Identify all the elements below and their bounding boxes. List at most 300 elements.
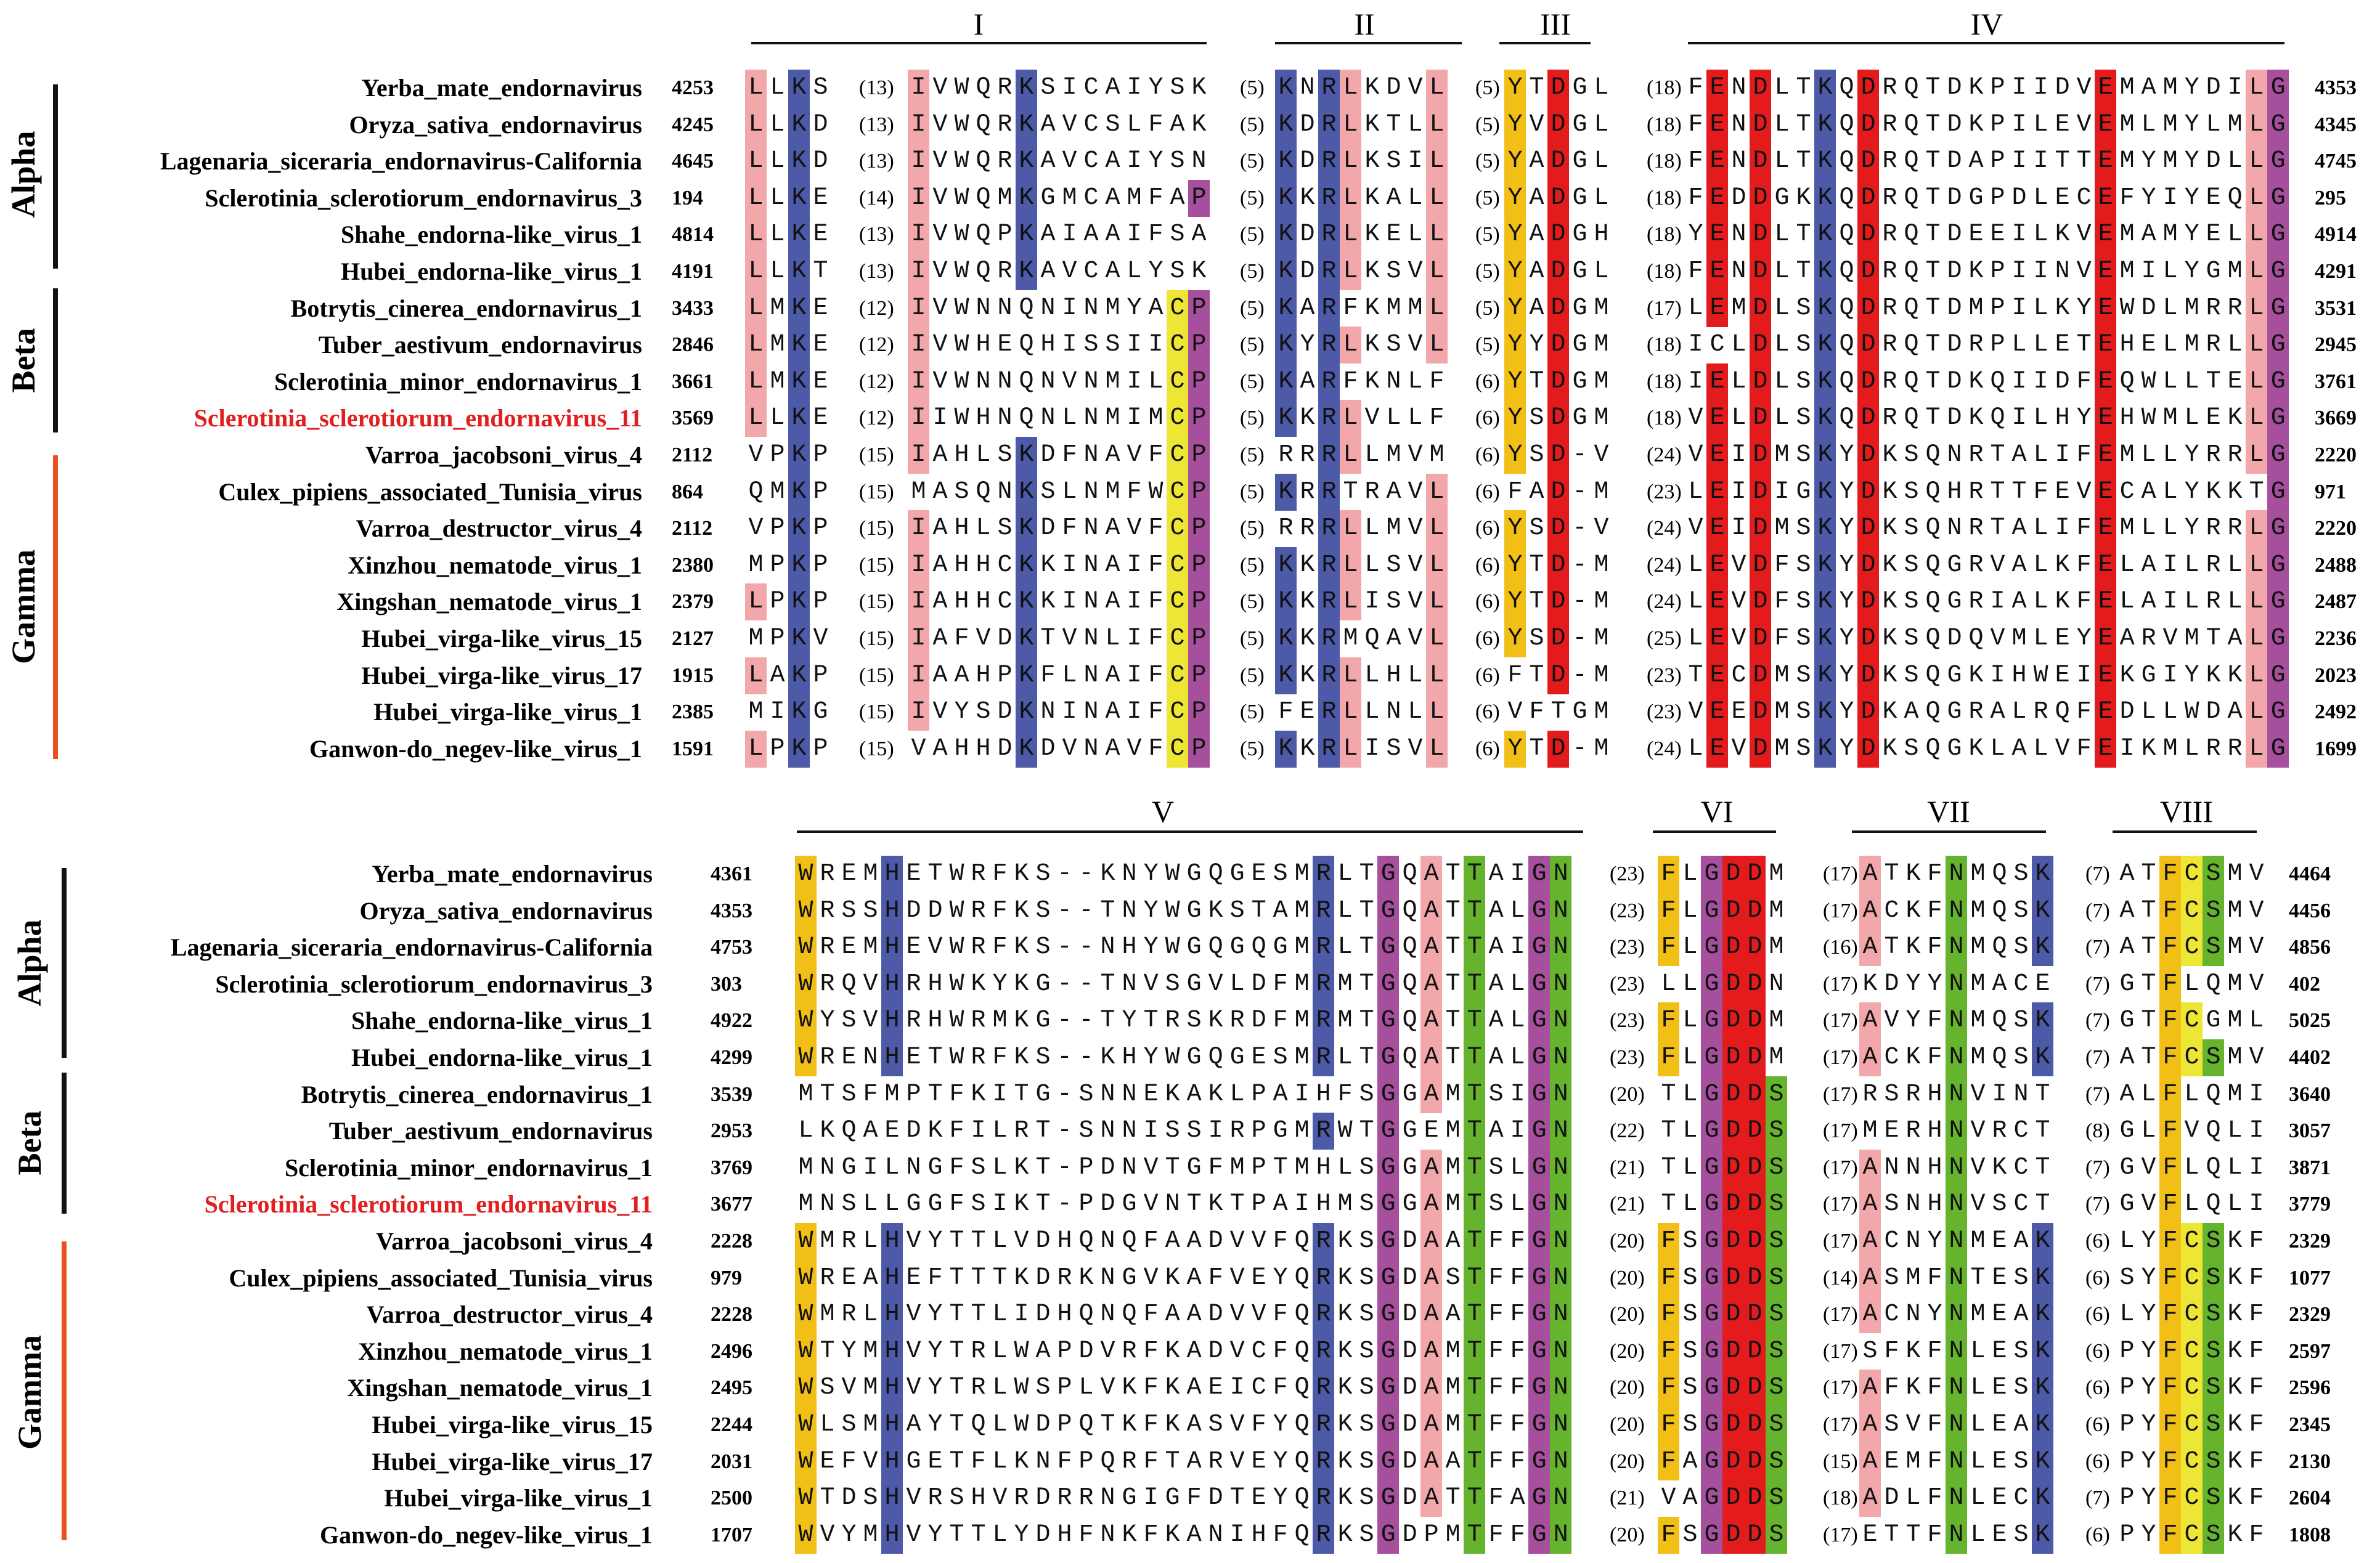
motif-sequence: YENDLTKQDRQTDEEILKVEMAMYELLG bbox=[1688, 221, 2292, 249]
start-position: 303 bbox=[711, 972, 742, 996]
gap-length: (21) bbox=[1610, 1193, 1645, 1216]
motif-sequence: YSD-V bbox=[1507, 514, 1616, 543]
gap-length: (13) bbox=[859, 260, 894, 283]
end-position: 3871 bbox=[2289, 1156, 2331, 1179]
gap-length: (7) bbox=[2085, 1082, 2110, 1106]
motif-sequence: ATKFNMQSK bbox=[1862, 933, 2057, 962]
motif-sequence: LPKP bbox=[748, 588, 835, 616]
motif-sequence: LLKS bbox=[748, 74, 835, 102]
motif-sequence: TLGDDS bbox=[1661, 1117, 1791, 1145]
gap-length: (18) bbox=[1647, 223, 1682, 246]
motif-sequence: ATFCSMV bbox=[2119, 933, 2271, 962]
motif-sequence: AEMFNLESK bbox=[1862, 1447, 2057, 1476]
gap-length: (6) bbox=[1475, 590, 1500, 614]
motif-sequence: TLGDDS bbox=[1661, 1080, 1791, 1108]
alignment-row bbox=[0, 893, 2380, 930]
motif-sequence: WRQVHRHWKYKG--TNVSGVLDFMRMTGQATTALGN bbox=[798, 970, 1575, 998]
gap-length: (5) bbox=[1475, 113, 1500, 136]
motif-sequence: KKRLLSVL bbox=[1278, 551, 1451, 579]
gap-length: (13) bbox=[859, 113, 894, 136]
end-position: 2597 bbox=[2289, 1339, 2331, 1363]
motif-sequence: IVYSDKNINAIFCP bbox=[911, 698, 1213, 726]
sequence-name: Sclerotinia_sclerotiorum_endornavirus_11 bbox=[204, 1190, 653, 1219]
end-position: 4914 bbox=[2315, 223, 2357, 246]
group-label-gamma: Gamma bbox=[5, 550, 42, 664]
motif-sequence: LLKT bbox=[748, 258, 835, 285]
motif-sequence: YADGL bbox=[1507, 147, 1616, 176]
gap-length: (15) bbox=[1823, 1450, 1858, 1473]
start-position: 2127 bbox=[672, 627, 714, 650]
motif-sequence: ALFLQMI bbox=[2119, 1080, 2271, 1108]
gap-length: (20) bbox=[1610, 1339, 1645, 1363]
gap-length: (18) bbox=[1647, 370, 1682, 393]
gap-length: (6) bbox=[1475, 517, 1500, 540]
motif-sequence: LYFCSKF bbox=[2119, 1301, 2271, 1329]
motif-sequence: RRRLLMVM bbox=[1278, 441, 1451, 469]
motif-sequence: GLFVQLI bbox=[2119, 1117, 2271, 1145]
gap-length: (23) bbox=[1610, 899, 1645, 922]
start-position: 2228 bbox=[711, 1230, 752, 1252]
motif-sequence: PYFCSKF bbox=[2119, 1447, 2271, 1476]
gap-length: (5) bbox=[1240, 296, 1265, 320]
alignment-row bbox=[0, 216, 2380, 253]
motif-sequence: WSVMHVYTRLWSPLVKFKAEICFQRKSGDAMTFFGN bbox=[798, 1374, 1575, 1402]
motif-sequence: IVWQRKAVCAIYSN bbox=[911, 147, 1213, 176]
gap-length: (5) bbox=[1240, 260, 1265, 283]
motif-sequence: RRRLLMVL bbox=[1278, 514, 1451, 543]
sequence-name: Shahe_endorna-like_virus_1 bbox=[341, 221, 642, 249]
end-position: 4856 bbox=[2289, 936, 2331, 959]
sequence-name: Culex_pipiens_associated_Tunisia_virus bbox=[218, 477, 642, 506]
gap-length: (5) bbox=[1240, 700, 1265, 724]
gap-length: (5) bbox=[1240, 150, 1265, 173]
end-position: 2945 bbox=[2315, 333, 2357, 357]
motif-sequence: VEIDMSKYDKSQNRTALIFEMLLYRRLG bbox=[1688, 441, 2292, 469]
motif-sequence: LMKE bbox=[748, 294, 835, 322]
end-position: 2596 bbox=[2289, 1376, 2331, 1400]
gap-length: (6) bbox=[2085, 1413, 2110, 1436]
gap-length: (17) bbox=[1823, 1230, 1858, 1252]
gap-length: (7) bbox=[2085, 1046, 2110, 1069]
motif-sequence: LMKE bbox=[748, 331, 835, 359]
sequence-name: Ganwon-do_negev-like_virus_1 bbox=[309, 734, 642, 763]
gap-length: (17) bbox=[1823, 1303, 1858, 1326]
motif-sequence: MPKV bbox=[748, 625, 835, 652]
sequence-name: Xinzhou_nematode_virus_1 bbox=[358, 1337, 653, 1365]
gap-length: (20) bbox=[1610, 1450, 1645, 1473]
gap-length: (18) bbox=[1647, 407, 1682, 430]
gap-length: (5) bbox=[1240, 333, 1265, 357]
motif-sequence: WEFVHGETFLKNFPQRFTARVEYQRKSGDAATFFGN bbox=[798, 1447, 1575, 1476]
motif-sequence: WRSSHDDWRFKS--TNYWGKSTAMRLTGQATTALGN bbox=[798, 896, 1575, 925]
motif-sequence: FTD-M bbox=[1507, 661, 1616, 689]
gap-length: (17) bbox=[1823, 1156, 1858, 1179]
motif-sequence: LLKD bbox=[748, 147, 835, 176]
gap-length: (5) bbox=[1240, 480, 1265, 503]
motif-sequence: LKQAEDKFILRT-SNNISSIRPGMRWTGGEMTAIGN bbox=[798, 1117, 1575, 1145]
motif-label-VI: VI bbox=[1700, 794, 1734, 829]
group-label-gamma: Gamma bbox=[11, 1335, 48, 1450]
motif-sequence: AFKFNLESK bbox=[1862, 1374, 2057, 1402]
motif-sequence: IIWHNQNLNMIMCP bbox=[911, 404, 1213, 432]
motif-sequence: YSD-V bbox=[1507, 441, 1616, 469]
start-position: 979 bbox=[711, 1266, 742, 1289]
motif-sequence: PYFCSKF bbox=[2119, 1520, 2271, 1549]
start-position: 4753 bbox=[711, 936, 752, 959]
gap-length: (13) bbox=[859, 150, 894, 173]
sequence-name: Hubei_virga-like_virus_1 bbox=[373, 698, 642, 726]
end-position: 4464 bbox=[2289, 863, 2331, 885]
motif-label-V: V bbox=[1151, 794, 1175, 829]
gap-length: (13) bbox=[859, 223, 894, 246]
sequence-name: Hubei_virga-like_virus_1 bbox=[384, 1484, 653, 1512]
motif-sequence: GTFLQMV bbox=[2119, 970, 2271, 998]
gap-length: (7) bbox=[2085, 863, 2110, 885]
motif-sequence: GVFLQLI bbox=[2119, 1190, 2271, 1219]
start-position: 4361 bbox=[711, 863, 752, 885]
motif-sequence: VPKP bbox=[748, 514, 835, 543]
alignment-row bbox=[0, 620, 2380, 657]
motif-bracket-IV bbox=[1688, 42, 2284, 44]
gap-length: (24) bbox=[1647, 553, 1682, 577]
motif-sequence: WREMHETWRFKS--KNYWGQGESMRLTGQATTAIGN bbox=[798, 860, 1575, 888]
start-position: 4245 bbox=[672, 113, 714, 136]
gap-length: (25) bbox=[1647, 627, 1682, 650]
motif-sequence: FENDLTKQDRQTDKPIINVEMILYGMLG bbox=[1688, 258, 2292, 285]
motif-sequence: KDRLKELL bbox=[1278, 221, 1451, 249]
motif-sequence: PYFCSKF bbox=[2119, 1374, 2271, 1402]
motif-sequence: LEVDFSKYDKSQGRIALKFELAILRLLG bbox=[1688, 588, 2292, 616]
gap-length: (24) bbox=[1647, 737, 1682, 760]
motif-bracket-III bbox=[1499, 42, 1591, 44]
motif-sequence: WRENHETWRFKS--KHYWGQGESMRLTGQATTALGN bbox=[798, 1044, 1575, 1071]
motif-sequence: PYFCSKF bbox=[2119, 1411, 2271, 1439]
motif-sequence: YTD-M bbox=[1507, 551, 1616, 579]
gap-length: (6) bbox=[1475, 407, 1500, 430]
start-position: 3433 bbox=[672, 296, 714, 320]
motif-sequence: LLGDDN bbox=[1661, 970, 1791, 998]
motif-sequence: IVWNNQNVNMILCP bbox=[911, 367, 1213, 396]
end-position: 2487 bbox=[2315, 590, 2357, 614]
motif-sequence: ETTFNLESK bbox=[1862, 1520, 2057, 1549]
gap-length: (7) bbox=[2085, 1487, 2110, 1510]
gap-length: (20) bbox=[1610, 1376, 1645, 1400]
motif-sequence: IVWQRKAVCSLFAK bbox=[911, 110, 1213, 139]
motif-sequence: MNGILNGFSLKT-PDNVTGFMPTMHLSGGAMTSLGN bbox=[798, 1153, 1575, 1182]
motif-sequence: ACKFNMQSK bbox=[1862, 896, 2057, 925]
alignment-row bbox=[0, 437, 2380, 474]
motif-label-I: I bbox=[973, 7, 984, 41]
gap-length: (18) bbox=[1647, 150, 1682, 173]
gap-length: (13) bbox=[859, 76, 894, 99]
gap-length: (5) bbox=[1240, 627, 1265, 650]
end-position: 295 bbox=[2315, 186, 2346, 209]
motif-sequence: ANNHNVKCT bbox=[1862, 1153, 2057, 1182]
start-position: 2228 bbox=[711, 1303, 752, 1326]
motif-sequence: MNSLLGGFSIKT-PDGVNTKTPAIHMSGGAMTSLGN bbox=[798, 1190, 1575, 1219]
alignment-row bbox=[0, 363, 2380, 400]
motif-sequence: TLGDDS bbox=[1661, 1153, 1791, 1182]
sequence-name: Hubei_virga-like_virus_17 bbox=[372, 1447, 653, 1476]
motif-sequence: ATFCSMV bbox=[2119, 1044, 2271, 1071]
motif-sequence: WMRLHVYTTLVDHQNQFAADVVFQRKSGDAATFFGN bbox=[798, 1227, 1575, 1255]
gap-length: (22) bbox=[1610, 1119, 1645, 1143]
sequence-name: Hubei_endorna-like_virus_1 bbox=[341, 258, 642, 285]
alignment-row bbox=[0, 657, 2380, 694]
gap-length: (16) bbox=[1823, 936, 1858, 959]
start-position: 2379 bbox=[672, 590, 714, 614]
gap-length: (6) bbox=[1475, 627, 1500, 650]
alignment-row bbox=[0, 1076, 2380, 1113]
end-position: 1808 bbox=[2289, 1523, 2331, 1546]
sequence-name: Tuber_aestivum_endornavirus bbox=[328, 1117, 653, 1145]
alignment-row bbox=[0, 1002, 2380, 1039]
sequence-name: Ganwon-do_negev-like_virus_1 bbox=[319, 1520, 653, 1549]
motif-sequence: ICLDLSKQDRQTDRPLLETEHELMRLLG bbox=[1688, 331, 2292, 359]
motif-sequence: VELDLSKQDRQTDKQILHYEHWMLEKLG bbox=[1688, 404, 2292, 432]
end-position: 2220 bbox=[2315, 444, 2357, 466]
gap-length: (23) bbox=[1647, 664, 1682, 687]
motif-sequence: VPKP bbox=[748, 441, 835, 469]
gap-length: (5) bbox=[1240, 590, 1265, 614]
motif-sequence: VEIDMSKYDKSQNRTALIFEMLLYRRLG bbox=[1688, 514, 2292, 543]
motif-sequence: FLGDDM bbox=[1661, 933, 1791, 962]
gap-length: (18) bbox=[1647, 113, 1682, 136]
motif-sequence: ADLFNLECK bbox=[1862, 1484, 2057, 1512]
motif-sequence: FAGDDS bbox=[1661, 1447, 1791, 1476]
alignment-row bbox=[0, 474, 2380, 511]
gap-length: (6) bbox=[1475, 444, 1500, 466]
end-position: 4402 bbox=[2289, 1046, 2331, 1069]
start-position: 2496 bbox=[711, 1339, 752, 1363]
gap-length: (20) bbox=[1610, 1230, 1645, 1252]
gap-length: (21) bbox=[1610, 1487, 1645, 1510]
gap-length: (20) bbox=[1610, 1523, 1645, 1546]
alignment-row bbox=[0, 327, 2380, 363]
motif-sequence: KDRLKSIL bbox=[1278, 147, 1451, 176]
motif-sequence: MTSFMPTFKITG-SNNEKAKLPAIHFSGGAMTSIGN bbox=[798, 1080, 1575, 1108]
end-position: 2604 bbox=[2289, 1487, 2331, 1510]
gap-length: (23) bbox=[1647, 480, 1682, 503]
motif-sequence: KKRLLHLL bbox=[1278, 661, 1451, 689]
gap-length: (7) bbox=[2085, 899, 2110, 922]
motif-sequence: YSDGM bbox=[1507, 404, 1616, 432]
motif-sequence: FLGDDM bbox=[1661, 1044, 1791, 1071]
motif-sequence: TLGDDS bbox=[1661, 1190, 1791, 1219]
end-position: 4745 bbox=[2315, 150, 2357, 173]
gap-length: (6) bbox=[2085, 1339, 2110, 1363]
motif-sequence: ATFCSMV bbox=[2119, 860, 2271, 888]
motif-bracket-I bbox=[751, 42, 1207, 44]
gap-length: (20) bbox=[1610, 1266, 1645, 1289]
motif-sequence: TECDMSKYDKSQGKIHWEIEKGIYKKLG bbox=[1688, 661, 2292, 689]
alignment-row bbox=[0, 1260, 2380, 1297]
gap-length: (12) bbox=[859, 333, 894, 357]
alignment-row bbox=[0, 1517, 2380, 1554]
motif-sequence: KKRLISVL bbox=[1278, 734, 1451, 763]
end-position: 5025 bbox=[2289, 1009, 2331, 1033]
motif-sequence: LEVDMSKYDKSQGKLALVFEIKMLRRLG bbox=[1688, 734, 2292, 763]
gap-length: (18) bbox=[1647, 260, 1682, 283]
motif-sequence: VFTGM bbox=[1507, 698, 1616, 726]
motif-sequence: MERHNVRCT bbox=[1862, 1117, 2057, 1145]
start-position: 2495 bbox=[711, 1376, 752, 1400]
motif-sequence: YYDGM bbox=[1507, 331, 1616, 359]
end-position: 3640 bbox=[2289, 1082, 2331, 1106]
motif-sequence: FLGDDM bbox=[1661, 860, 1791, 888]
gap-length: (12) bbox=[859, 296, 894, 320]
motif-bracket-VI bbox=[1653, 830, 1776, 833]
gap-length: (7) bbox=[2085, 1009, 2110, 1033]
motif-sequence: ATKFNMQSK bbox=[1862, 860, 2057, 888]
end-position: 3761 bbox=[2315, 370, 2357, 393]
gap-length: (15) bbox=[859, 590, 894, 614]
gap-length: (17) bbox=[1823, 1193, 1858, 1216]
gap-length: (18) bbox=[1647, 186, 1682, 209]
gap-length: (5) bbox=[1475, 150, 1500, 173]
gap-length: (5) bbox=[1240, 664, 1265, 687]
motif-sequence: IAHHCKKINAIFCP bbox=[911, 588, 1213, 616]
motif-sequence: LEVDFSKYDKSQGRVALKFELAILRLLG bbox=[1688, 551, 2292, 579]
motif-sequence: FSGDDS bbox=[1661, 1264, 1791, 1292]
gap-length: (6) bbox=[1475, 480, 1500, 503]
motif-sequence: IAHHCKKINAIFCP bbox=[911, 551, 1213, 579]
alignment-row bbox=[0, 1150, 2380, 1187]
motif-sequence: IAAHPKFLNAIFCP bbox=[911, 661, 1213, 689]
motif-sequence: SFKFNLESK bbox=[1862, 1337, 2057, 1365]
motif-sequence: WMRLHVYTTLIDHQNQFAADVVFQRKSGDAATFFGN bbox=[798, 1301, 1575, 1329]
sequence-name: Culex_pipiens_associated_Tunisia_virus bbox=[229, 1264, 653, 1292]
group-label-alpha: Alpha bbox=[5, 131, 42, 218]
motif-sequence: GTFCGML bbox=[2119, 1007, 2271, 1035]
motif-sequence: YTD-M bbox=[1507, 588, 1616, 616]
motif-label-VIII: VIII bbox=[2159, 794, 2214, 829]
motif-sequence: IVWQMKGMCAMFAP bbox=[911, 184, 1213, 212]
gap-length: (6) bbox=[2085, 1230, 2110, 1252]
gap-length: (5) bbox=[1240, 553, 1265, 577]
motif-sequence: RSRHNVINT bbox=[1862, 1080, 2057, 1108]
sequence-name: Varroa_jacobsoni_virus_4 bbox=[365, 441, 642, 469]
motif-sequence: FENDLTKQDRQTDKPIIDVEMAMYDILG bbox=[1688, 74, 2292, 102]
sequence-name: Varroa_destructor_virus_4 bbox=[366, 1301, 653, 1329]
gap-length: (5) bbox=[1240, 223, 1265, 246]
motif-sequence: WTYMHVYTRLWAPDVRFKADVCFQRKSGDAMTFFGN bbox=[798, 1337, 1575, 1365]
start-position: 3661 bbox=[672, 370, 714, 393]
alignment-row bbox=[0, 583, 2380, 620]
start-position: 2112 bbox=[672, 517, 713, 540]
gap-length: (6) bbox=[1475, 664, 1500, 687]
start-position: 194 bbox=[672, 186, 703, 209]
gap-length: (5) bbox=[1240, 186, 1265, 209]
start-position: 4353 bbox=[711, 899, 752, 922]
alignment-row bbox=[0, 966, 2380, 1003]
motif-sequence: FERLLNLL bbox=[1278, 698, 1451, 726]
alignment-row bbox=[0, 856, 2380, 893]
motif-sequence: LAKP bbox=[748, 661, 835, 689]
end-position: 4353 bbox=[2315, 76, 2357, 99]
gap-length: (20) bbox=[1610, 1413, 1645, 1436]
motif-sequence: YSD-M bbox=[1507, 625, 1616, 652]
alignment-row bbox=[0, 290, 2380, 327]
alignment-row bbox=[0, 400, 2380, 437]
start-position: 2500 bbox=[711, 1487, 752, 1510]
gap-length: (17) bbox=[1823, 1413, 1858, 1436]
motif-sequence: LLKE bbox=[748, 184, 835, 212]
sequence-name: Sclerotinia_minor_endornavirus_1 bbox=[284, 1153, 653, 1182]
motif-sequence: IAHLSKDFNAVFCP bbox=[911, 441, 1213, 469]
gap-length: (8) bbox=[2085, 1119, 2110, 1143]
motif-sequence: YADGL bbox=[1507, 258, 1616, 285]
motif-sequence: LEIDIGKYDKSQHRTTFEVECALYKKTG bbox=[1688, 477, 2292, 506]
sequence-name: Sclerotinia_minor_endornavirus_1 bbox=[274, 367, 642, 396]
sequence-name: Sclerotinia_sclerotiorum_endornavirus_3 bbox=[215, 970, 653, 998]
alignment-row bbox=[0, 1443, 2380, 1480]
end-position: 402 bbox=[2289, 972, 2320, 996]
motif-sequence: ACNYNMEAK bbox=[1862, 1301, 2057, 1329]
motif-sequence: KNRLKDVL bbox=[1278, 74, 1451, 102]
alignment-row bbox=[0, 180, 2380, 217]
gap-length: (12) bbox=[859, 407, 894, 430]
motif-sequence: YADGM bbox=[1507, 294, 1616, 322]
motif-sequence: KKRLVLLF bbox=[1278, 404, 1451, 432]
group-label-beta: Beta bbox=[11, 1110, 48, 1175]
gap-length: (24) bbox=[1647, 444, 1682, 466]
sequence-name: Shahe_endorna-like_virus_1 bbox=[351, 1007, 653, 1035]
end-position: 2492 bbox=[2315, 700, 2357, 724]
gap-length: (5) bbox=[1475, 333, 1500, 357]
sequence-name: Xingshan_nematode_virus_1 bbox=[347, 1374, 653, 1402]
sequence-name: Varroa_destructor_virus_4 bbox=[356, 514, 642, 543]
gap-length: (15) bbox=[859, 627, 894, 650]
end-position: 3669 bbox=[2315, 407, 2357, 430]
start-position: 2846 bbox=[672, 333, 714, 357]
motif-sequence: WYSVHRHWRMKG--TYTRSKRDFMRMTGQATTALGN bbox=[798, 1007, 1575, 1035]
motif-sequence: PYFCSKF bbox=[2119, 1484, 2271, 1512]
sequence-name: Lagenaria_siceraria_endornavirus-California bbox=[160, 147, 642, 176]
sequence-name: Hubei_virga-like_virus_17 bbox=[361, 661, 642, 689]
alignment-row bbox=[0, 1296, 2380, 1333]
motif-sequence: WLSMHAYTQLWDPQTKFKASVFYQRKSGDAMTFFGN bbox=[798, 1411, 1575, 1439]
start-position: 1915 bbox=[672, 664, 714, 687]
motif-sequence: VEEDMSKYDKAQGRALRQFEDLLWDALG bbox=[1688, 698, 2292, 726]
alignment-row bbox=[0, 1186, 2380, 1223]
motif-sequence: IVWQRKAVCALYSK bbox=[911, 258, 1213, 285]
start-position: 3539 bbox=[711, 1082, 752, 1106]
motif-sequence: FSGDDS bbox=[1661, 1227, 1791, 1255]
gap-length: (15) bbox=[859, 444, 894, 466]
motif-sequence: MPKP bbox=[748, 551, 835, 579]
gap-length: (15) bbox=[859, 517, 894, 540]
gap-length: (23) bbox=[1610, 1046, 1645, 1069]
sequence-name: Xinzhou_nematode_virus_1 bbox=[348, 551, 642, 579]
motif-sequence: KDRLKSVL bbox=[1278, 258, 1451, 285]
gap-length: (5) bbox=[1240, 517, 1265, 540]
gap-length: (23) bbox=[1610, 863, 1645, 885]
start-position: 3677 bbox=[711, 1193, 752, 1216]
motif-sequence: VAGDDS bbox=[1661, 1484, 1791, 1512]
gap-length: (17) bbox=[1647, 296, 1682, 320]
start-position: 1591 bbox=[672, 737, 714, 760]
gap-length: (7) bbox=[2085, 1193, 2110, 1216]
sequence-name: Hubei_endorna-like_virus_1 bbox=[351, 1044, 653, 1071]
end-position: 2023 bbox=[2315, 664, 2357, 687]
end-position: 971 bbox=[2315, 480, 2346, 503]
motif-sequence: FSGDDS bbox=[1661, 1374, 1791, 1402]
alignment-row bbox=[0, 510, 2380, 547]
gap-length: (5) bbox=[1240, 737, 1265, 760]
gap-length: (20) bbox=[1610, 1082, 1645, 1106]
sequence-name: Sclerotinia_sclerotiorum_endornavirus_3 bbox=[205, 184, 642, 212]
